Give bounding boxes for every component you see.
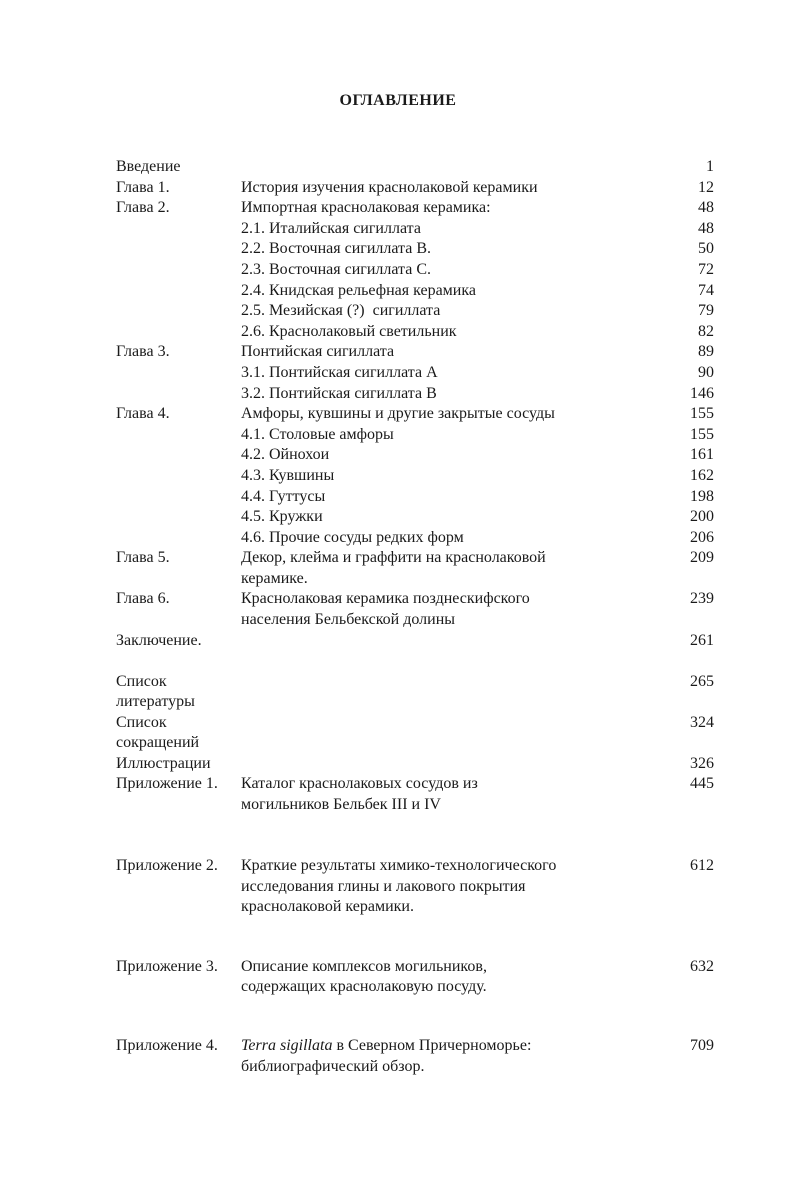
toc-label: Глава 5.: [116, 549, 170, 567]
toc-page: 261: [690, 631, 714, 649]
toc-entry: [116, 260, 714, 281]
toc-entry: [116, 466, 714, 487]
toc-label: Глава 3.: [116, 343, 170, 361]
toc-text: 4.5. Кружки: [241, 508, 323, 526]
toc-text-rest: в Северном Причерноморье: библиографический обзор.: [241, 1037, 532, 1075]
toc-text: 2.5. Мезийская (?) сигиллата: [241, 302, 441, 320]
toc-entry: [116, 548, 714, 589]
toc-page: 265: [690, 672, 714, 690]
toc-entry: [116, 404, 714, 425]
toc-page: 50: [698, 240, 714, 258]
toc-entry: [116, 178, 714, 199]
toc-page: 198: [690, 487, 714, 505]
toc-page: 1: [706, 158, 714, 175]
toc-entry: [116, 219, 714, 240]
toc-entry: [116, 507, 714, 528]
toc-text: 3.2. Понтийская сигиллата B: [241, 384, 437, 402]
toc-label: Глава 1.: [116, 178, 170, 196]
toc-page: 82: [698, 322, 714, 340]
toc-text: История изучения краснолаковой керамики: [241, 178, 538, 196]
page-title: ОГЛАВЛЕНИЕ: [339, 92, 457, 109]
toc-page: 239: [690, 590, 714, 608]
toc-label: Иллюстрации: [116, 754, 211, 772]
toc-entry: [116, 487, 714, 508]
toc-text: Декор, клейма и граффити на краснолаковой керамике.: [241, 549, 546, 587]
toc-label: Приложение 4.: [116, 1037, 218, 1055]
toc-page: 200: [690, 508, 714, 526]
toc-entry: [116, 445, 714, 466]
toc-page: 48: [698, 219, 714, 237]
toc-entry: [116, 528, 714, 549]
toc-text: Импортная краснолаковая керамика:: [241, 199, 491, 217]
toc-entry: [116, 281, 714, 302]
toc-label: Введение: [116, 158, 181, 175]
toc-page: 632: [690, 957, 714, 975]
toc-text-italic: Terra sigillata: [241, 1037, 333, 1055]
toc-entry: [116, 342, 714, 363]
toc-text: 2.1. Италийская сигиллата: [241, 219, 421, 237]
toc-entry: [116, 425, 714, 446]
toc-label: Глава 2.: [116, 199, 170, 217]
toc-page: 326: [690, 754, 714, 772]
toc-label: Список литературы: [116, 672, 195, 711]
toc-entry: [116, 672, 714, 713]
toc-text: 2.4. Книдская рельефная керамика: [241, 281, 476, 299]
toc-entry: [116, 301, 714, 322]
toc-label: Приложение 2.: [116, 857, 218, 875]
toc-text: 3.1. Понтийская сигиллата A: [241, 363, 438, 381]
toc-page: 12: [698, 178, 714, 196]
toc-page: 161: [690, 446, 714, 464]
toc-text: 2.2. Восточная сигиллата B.: [241, 240, 432, 258]
toc-page: 146: [690, 384, 714, 402]
toc-text: 2.3. Восточная сигиллата C.: [241, 260, 432, 278]
toc-entry: [116, 198, 714, 219]
toc-text: 2.6. Краснолаковый светильник: [241, 322, 457, 340]
toc-page: 155: [690, 405, 714, 423]
toc-entry: [116, 363, 714, 384]
toc-page: 162: [690, 466, 714, 484]
toc-entry: [116, 713, 714, 754]
toc-text: Понтийская сигиллата: [241, 343, 395, 361]
toc-entry: [116, 957, 714, 998]
toc-page: 709: [690, 1037, 714, 1055]
toc-text: Каталог краснолаковых сосудов из могильников Бельбек III и IV: [241, 775, 478, 814]
toc-page: 79: [698, 302, 714, 320]
toc-text: 4.6. Прочие сосуды редких форм: [241, 528, 464, 546]
toc-page: 612: [690, 857, 714, 875]
toc-page: 155: [690, 425, 714, 443]
toc-entry: [116, 322, 714, 343]
toc-entry: [116, 754, 714, 775]
toc-entry: [116, 856, 714, 918]
toc-page: 74: [698, 281, 714, 299]
toc-entry: [116, 774, 714, 815]
toc-page: 209: [690, 549, 714, 567]
toc-page: 89: [698, 343, 714, 361]
toc-entry: [116, 239, 714, 260]
toc-entry: [116, 384, 714, 405]
toc-label: Глава 4.: [116, 405, 170, 423]
toc-text: [241, 1036, 581, 1077]
toc-text: 4.1. Столовые амфоры: [241, 425, 394, 443]
toc-entry: [116, 589, 714, 630]
toc-text: Краткие результаты химико-технологического исследования глины и лакового покрытия краснолаковой керамики.: [241, 857, 557, 916]
toc-page: 72: [698, 260, 714, 278]
toc-page: 90: [698, 363, 714, 381]
toc-text: Краснолаковая керамика позднескифского населения Бельбекской долины: [241, 590, 530, 629]
toc-entry: [116, 1036, 714, 1077]
toc-page: 445: [690, 775, 714, 793]
toc-text: Амфоры, кувшины и другие закрытые сосуды: [241, 405, 555, 423]
toc-page: 206: [690, 528, 714, 546]
toc-text: Описание комплексов могильников, содержащих краснолаковую посуду.: [241, 957, 487, 996]
toc-text: 4.3. Кувшины: [241, 466, 335, 484]
toc-label: Заключение.: [116, 631, 202, 649]
toc-text: 4.2. Ойнохои: [241, 446, 330, 464]
toc-page: 48: [698, 199, 714, 217]
toc-label: Глава 6.: [116, 590, 170, 608]
toc-page: 324: [690, 713, 714, 731]
toc-label: Приложение 1.: [116, 775, 218, 793]
toc-label: Приложение 3.: [116, 957, 218, 975]
toc-label: Список сокращений: [116, 713, 200, 752]
table-of-contents: [116, 157, 714, 1078]
toc-entry: [116, 631, 714, 652]
toc-text: 4.4. Гуттусы: [241, 487, 326, 505]
toc-entry: [116, 157, 714, 178]
